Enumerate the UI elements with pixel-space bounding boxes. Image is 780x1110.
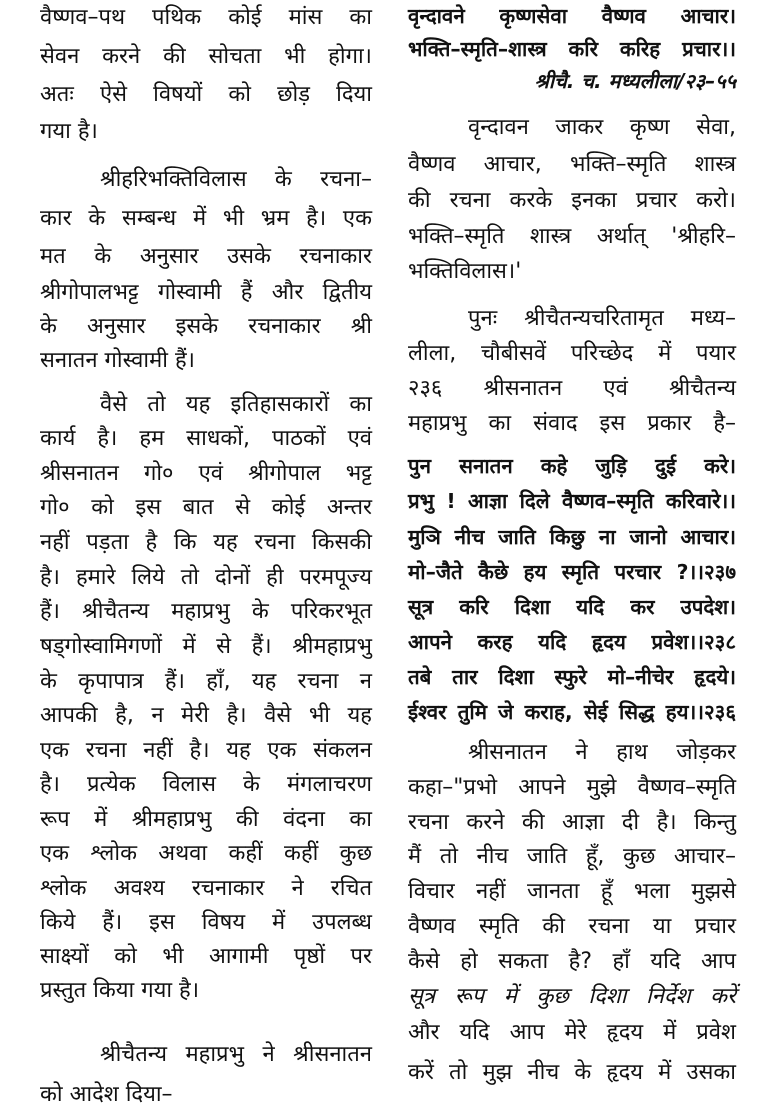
right-text-line: विचार नहीं जानता हूँ भला मुझसे (408, 879, 736, 904)
right-text-line: वृन्दावने कृष्णसेवा वैष्णव आचार। (408, 4, 736, 28)
left-text-line: मत के अनुसार उसके रचनाकार (40, 244, 372, 269)
right-text-line: आपने करह यदि हृदय प्रवेश।।२३८ (408, 630, 736, 654)
right-text-line: २३६ श्रीसनातन एवं श्रीचैतन्य (408, 376, 736, 401)
right-text-line: वैष्णव आचार, भक्ति–स्मृति शास्त्र (408, 152, 736, 177)
left-text-line: नहीं पड़ता है कि यह रचना किसकी (40, 530, 372, 555)
right-text-line: पुनः श्रीचैतन्यचरितामृत मध्य– (468, 306, 736, 331)
left-text-line: गो० को इस बात से कोई अन्तर (40, 495, 372, 520)
left-text-line: हैं। श्रीचैतन्य महाप्रभु के परिकरभूत (40, 599, 372, 624)
left-text-line: कार्य है। हम साधकों, पाठकों एवं (40, 426, 372, 451)
left-text-line: सेवन करने की सोचता भी होगा। (40, 44, 372, 69)
right-text-line: श्रीचै. च. मध्यलीला/२३–५५ (534, 69, 736, 93)
right-text-line: ईश्वर तुमि जे कराह, सेई सिद्ध हय।।२३६ (408, 700, 736, 724)
right-text-line: भक्तिविलास।' (408, 259, 522, 284)
left-text-line: है। हमारे लिये तो दोनों ही परमपूज्य (40, 565, 372, 590)
left-text-line: को आदेश दिया– (40, 1082, 173, 1107)
right-text-line: प्रभु ! आज्ञा दिले वैष्णव–स्मृति करिवारे।। (408, 489, 736, 513)
right-text-line: मो–जैते कैछे हय स्मृति परचार ?।।२३७ (408, 560, 736, 584)
left-text-line: कार के सम्बन्ध में भी भ्रम है। एक (40, 206, 372, 231)
right-text-line: करें तो मुझ नीच के हृदय में उसका (408, 1060, 736, 1085)
left-text-line: के अनुसार इसके रचनाकार श्री (40, 314, 372, 339)
left-text-line: अतः ऐसे विषयों को छोड़ दिया (40, 82, 372, 107)
left-text-line: गया है। (40, 119, 98, 144)
left-text-line: साक्ष्यों को भी आगामी पृष्ठों पर (40, 944, 372, 969)
right-text-line: भक्ति–स्मृति शास्त्र अर्थात् 'श्रीहरि– (408, 224, 736, 249)
left-text-line: एक श्लोक अथवा कहीं कहीं कुछ (40, 841, 372, 866)
right-text-line: रचना करने की आज्ञा दी है। किन्तु (408, 810, 736, 835)
right-text-line: कहा–"प्रभो आपने मुझे वैष्णव–स्मृति (408, 775, 736, 800)
left-text-line: रूप में श्रीमहाप्रभु की वंदना का (40, 807, 372, 832)
right-text-line: पुन सनातन कहे जुड़ि दुई करे। (408, 454, 736, 478)
right-text-line: कैसे हो सकता है? हाँ यदि आप (408, 949, 736, 974)
left-text-line: आपकी है, न मेरी है। वैसे भी यह (40, 703, 372, 728)
left-text-line: के कृपापात्र हैं। हाँ, यह रचना न (40, 669, 372, 694)
left-text-line: प्रस्तुत किया गया है। (40, 978, 200, 1003)
right-text-line: महाप्रभु का संवाद इस प्रकार है– (408, 411, 736, 436)
left-text-line: श्रीहरिभक्तिविलास के रचना– (100, 167, 372, 192)
left-text-line: वैष्णव–पथ पथिक कोई मांस का (40, 5, 372, 30)
right-text-line: लीला, चौबीसवें परिच्छेद में पयार (408, 341, 736, 366)
left-text-line: वैसे तो यह इतिहासकारों का (100, 392, 372, 417)
left-text-line: श्रीचैतन्य महाप्रभु ने श्रीसनातन (100, 1042, 372, 1067)
right-text-line: सूत्र रूप में कुछ दिशा निर्देश करें (408, 984, 736, 1009)
right-text-line: श्रीसनातन ने हाथ जोड़कर (468, 740, 736, 765)
left-text-line: एक रचना नहीं है। यह एक संकलन (40, 738, 372, 763)
right-text-line: मुञि नीच जाति किछु ना जानो आचार। (408, 525, 736, 549)
left-text-line: श्रीगोपालभट्ट गोस्वामी हैं और द्वितीय (40, 280, 372, 305)
right-text-line: भक्ति–स्मृति–शास्त्र करि करिह प्रचार।। (408, 37, 736, 61)
left-text-line: सनातन गोस्वामी हैं। (40, 348, 195, 373)
right-text-line: और यदि आप मेरे हृदय में प्रवेश (408, 1020, 736, 1045)
left-text-line: श्लोक अवश्य रचनाकार ने रचित (40, 876, 372, 901)
left-text-line: है। प्रत्येक विलास के मंगलाचरण (40, 772, 372, 797)
left-text-line: श्रीसनातन गो० एवं श्रीगोपाल भट्ट (40, 461, 372, 486)
right-text-line: की रचना करके इनका प्रचार करो। (408, 188, 736, 213)
right-text-line: वैष्णव स्मृति की रचना या प्रचार (408, 914, 736, 939)
left-text-line: किये हैं। इस विषय में उपलब्ध (40, 910, 372, 935)
right-text-line: मैं तो नीच जाति हूँ, कुछ आचार– (408, 844, 736, 869)
right-text-line: वृन्दावन जाकर कृष्ण सेवा, (468, 115, 736, 140)
left-column (40, 0, 372, 1108)
right-column (408, 0, 736, 1108)
right-text-line: सूत्र करि दिशा यदि कर उपदेश। (408, 595, 736, 619)
left-text-line: षड्गोस्वामिगणों में से हैं। श्रीमहाप्रभु (40, 634, 372, 659)
right-text-line: तबे तार दिशा स्फुरे मो–नीचेर हृदये। (408, 665, 736, 689)
